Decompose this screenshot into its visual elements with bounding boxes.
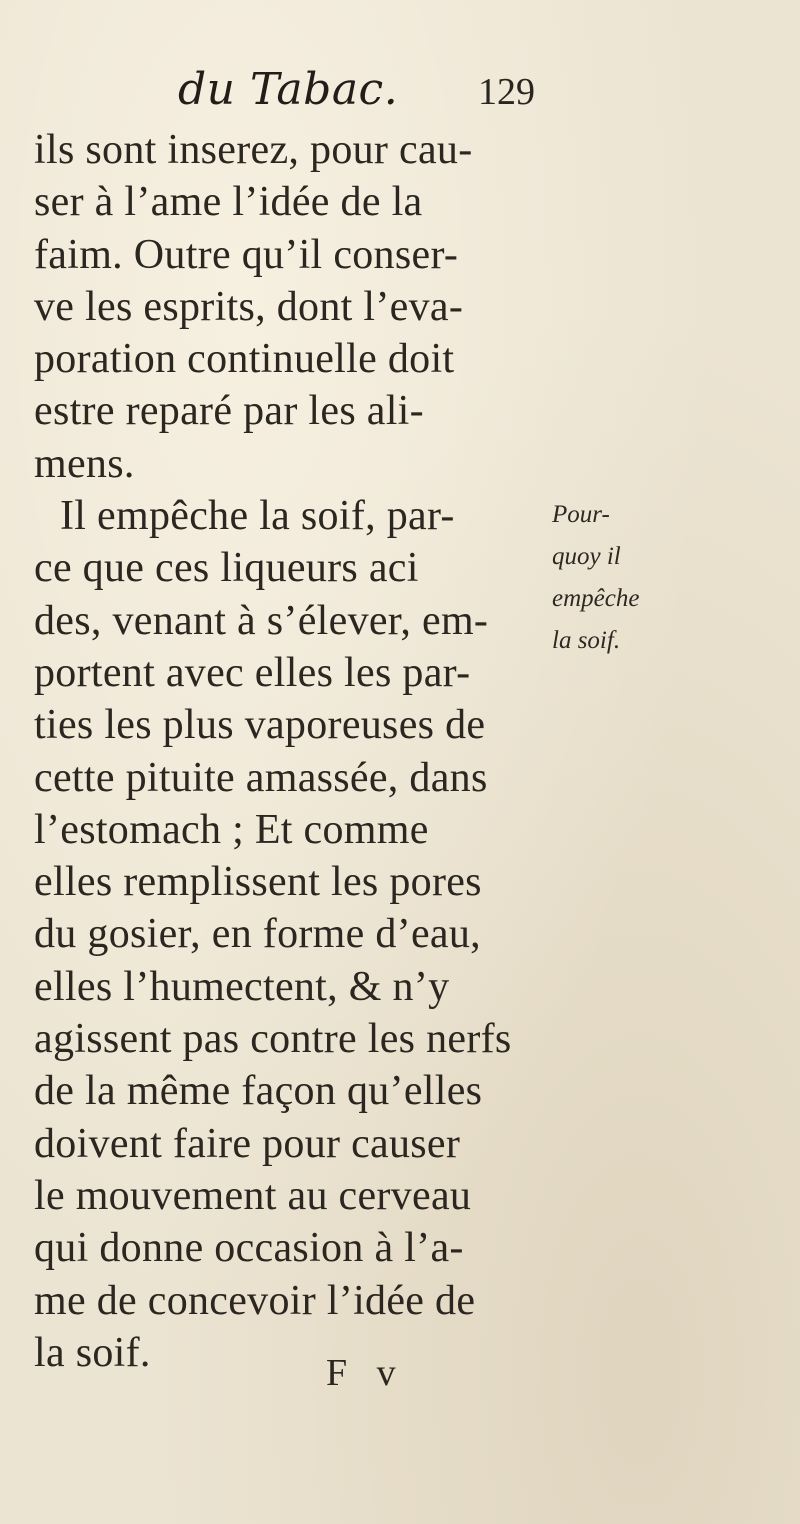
text-line: elles remplissent les pores — [34, 859, 482, 906]
text-line: la soif. — [34, 1329, 151, 1376]
text-line: ce que ces liqueurs aci — [34, 545, 419, 592]
marginal-note-line: Pour- — [552, 501, 610, 528]
text-line: des, venant à s’élever, em- — [34, 597, 489, 644]
text-line: ve les esprits, dont l’eva- — [34, 283, 464, 330]
paragraph-start-line: Il empêche la soif, par- — [60, 493, 455, 540]
text-line: mens. — [34, 440, 135, 487]
text-line: doivent faire pour causer — [34, 1120, 461, 1167]
marginal-note — [552, 494, 672, 662]
text-line: qui donne occasion à l’a- — [34, 1225, 464, 1272]
text-line: du gosier, en forme d’eau, — [34, 911, 481, 958]
signature-mark: F v — [326, 1352, 406, 1394]
marginal-note-line: empêche — [552, 585, 640, 612]
text-line: ser à l’ame l’idée de la — [34, 179, 423, 226]
running-head — [0, 62, 800, 122]
text-line: l’estomach ; Et comme — [34, 806, 429, 853]
text-line: ils sont inserez, pour cau- — [34, 127, 473, 173]
text-line: le mouvement au cerveau — [34, 1172, 472, 1219]
text-line: de la même façon qu’elles — [34, 1068, 483, 1115]
text-line: portent avec elles les par- — [34, 649, 471, 696]
text-line: estre reparé par les ali- — [34, 388, 424, 435]
text-line: ties les plus vaporeuses de — [34, 702, 486, 749]
marginal-note-line: quoy il — [552, 543, 621, 570]
body-text — [34, 124, 574, 1379]
text-line: elles l’humectent, & n’y — [34, 963, 450, 1010]
text-line: agissent pas contre les nerfs — [34, 1016, 512, 1063]
running-title: du Tabac. — [178, 64, 399, 115]
text-line: poration continuelle doit — [34, 336, 455, 383]
text-line: faim. Outre qu’il conser- — [34, 231, 459, 278]
text-line: cette pituite amassée, dans — [34, 754, 488, 801]
marginal-note-line: la soif. — [552, 627, 621, 654]
page-number: 129 — [478, 71, 535, 113]
text-line: me de concevoir l’idée de — [34, 1277, 476, 1324]
